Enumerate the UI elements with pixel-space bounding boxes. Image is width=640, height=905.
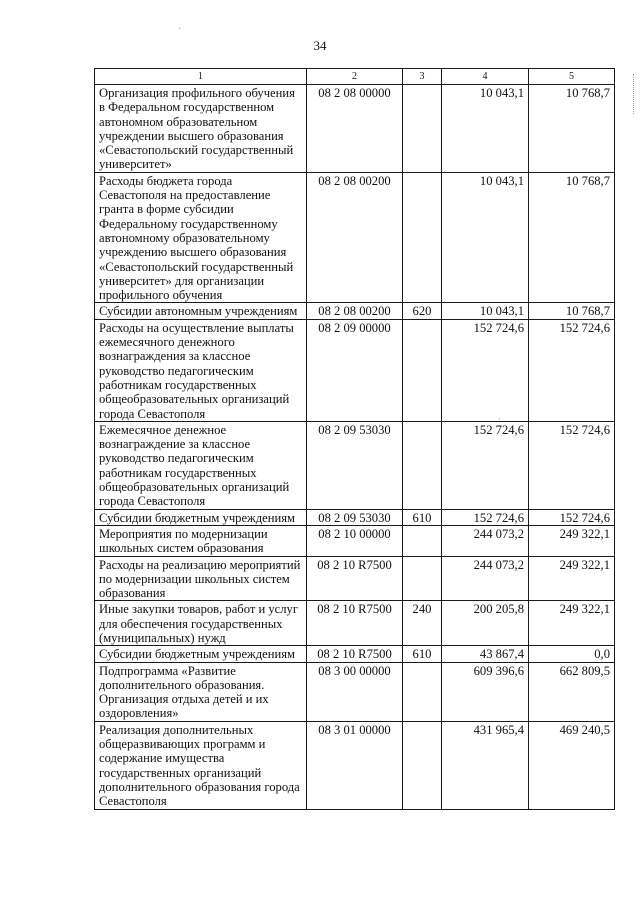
page-number: 34 xyxy=(313,38,327,53)
table-row xyxy=(95,421,615,509)
amount-year-1: 244 073,2 xyxy=(442,525,529,556)
expense-type-code xyxy=(403,721,442,809)
table-row xyxy=(95,646,615,662)
expense-name: Реализация дополнительных общеразвивающих программ и содержание имущества государственных организаций дополнительного образования города Севастополя xyxy=(95,721,307,809)
amount-year-1: 152 724,6 xyxy=(442,421,529,509)
expense-name: Расходы бюджета города Севастополя на предоставление гранта в форме субсидии Федеральному государственному автономному образовательному учреждению высшего образования «Севастопольский государственный университет» для организации профильного обучения xyxy=(95,172,307,303)
amount-year-2: 249 322,1 xyxy=(529,556,615,601)
expense-name: Подпрограмма «Развитие дополнительного образования. Организация отдыха детей и их оздоровления» xyxy=(95,662,307,721)
target-code: 08 2 08 00000 xyxy=(307,85,403,173)
amount-year-2: 0,0 xyxy=(529,646,615,662)
expense-type-code: 610 xyxy=(403,646,442,662)
amount-year-1: 609 396,6 xyxy=(442,662,529,721)
amount-year-2: 662 809,5 xyxy=(529,662,615,721)
target-code: 08 3 01 00000 xyxy=(307,721,403,809)
expense-type-code: 610 xyxy=(403,509,442,525)
scan-mark: · xyxy=(498,414,501,424)
amount-year-1: 152 724,6 xyxy=(442,509,529,525)
target-code: 08 2 10 R7500 xyxy=(307,601,403,646)
target-code: 08 2 08 00200 xyxy=(307,172,403,303)
expense-type-code xyxy=(403,85,442,173)
expense-name: Расходы на реализацию мероприятий по модернизации школьных систем образования xyxy=(95,556,307,601)
target-code: 08 3 00 00000 xyxy=(307,662,403,721)
table-row xyxy=(95,303,615,319)
amount-year-1: 43 867,4 xyxy=(442,646,529,662)
amount-year-2: 10 768,7 xyxy=(529,303,615,319)
table-row xyxy=(95,319,615,421)
table-body xyxy=(95,85,615,810)
amount-year-1: 10 043,1 xyxy=(442,172,529,303)
column-header: 1 xyxy=(95,69,307,85)
expense-type-code xyxy=(403,525,442,556)
amount-year-2: 249 322,1 xyxy=(529,601,615,646)
expense-type-code xyxy=(403,556,442,601)
table-row xyxy=(95,556,615,601)
table-row xyxy=(95,85,615,173)
column-header: 3 xyxy=(403,69,442,85)
table-row xyxy=(95,721,615,809)
target-code: 08 2 08 00200 xyxy=(307,303,403,319)
table-row xyxy=(95,601,615,646)
amount-year-2: 469 240,5 xyxy=(529,721,615,809)
amount-year-1: 152 724,6 xyxy=(442,319,529,421)
expense-name: Расходы на осуществление выплаты ежемесячного денежного вознаграждения за классное руководство педагогическим работникам государственных общеобразовательных организаций города Севастополя xyxy=(95,319,307,421)
expense-type-code: 240 xyxy=(403,601,442,646)
scan-margin-mark xyxy=(632,74,634,114)
target-code: 08 2 10 R7500 xyxy=(307,556,403,601)
amount-year-2: 249 322,1 xyxy=(529,525,615,556)
amount-year-1: 244 073,2 xyxy=(442,556,529,601)
amount-year-2: 152 724,6 xyxy=(529,319,615,421)
expense-name: Мероприятия по модернизации школьных систем образования xyxy=(95,525,307,556)
expense-name: Субсидии бюджетным учреждениям xyxy=(95,509,307,525)
amount-year-1: 10 043,1 xyxy=(442,303,529,319)
scan-mark: · xyxy=(178,24,182,35)
amount-year-2: 152 724,6 xyxy=(529,509,615,525)
table-row xyxy=(95,509,615,525)
table-row xyxy=(95,172,615,303)
amount-year-2: 10 768,7 xyxy=(529,85,615,173)
amount-year-2: 10 768,7 xyxy=(529,172,615,303)
expense-name: Организация профильного обучения в Федеральном государственном автономном образовательном учреждении высшего образования «Севастопольский государственный университет» xyxy=(95,85,307,173)
table-row xyxy=(95,525,615,556)
expense-name: Субсидии бюджетным учреждениям xyxy=(95,646,307,662)
expense-type-code xyxy=(403,662,442,721)
target-code: 08 2 10 00000 xyxy=(307,525,403,556)
column-header: 2 xyxy=(307,69,403,85)
table-header-row xyxy=(95,69,615,85)
expense-name: Иные закупки товаров, работ и услуг для обеспечения государственных (муниципальных) нужд xyxy=(95,601,307,646)
amount-year-1: 200 205,8 xyxy=(442,601,529,646)
expense-name: Ежемесячное денежное вознаграждение за классное руководство педагогическим работникам государственных общеобразовательных организаций города Севастополя xyxy=(95,421,307,509)
table-row xyxy=(95,662,615,721)
target-code: 08 2 09 00000 xyxy=(307,319,403,421)
amount-year-1: 431 965,4 xyxy=(442,721,529,809)
amount-year-2: 152 724,6 xyxy=(529,421,615,509)
amount-year-1: 10 043,1 xyxy=(442,85,529,173)
expense-name: Субсидии автономным учреждениям xyxy=(95,303,307,319)
column-header: 4 xyxy=(442,69,529,85)
expense-type-code: 620 xyxy=(403,303,442,319)
budget-table xyxy=(94,68,615,810)
target-code: 08 2 09 53030 xyxy=(307,421,403,509)
column-header: 5 xyxy=(529,69,615,85)
expense-type-code xyxy=(403,172,442,303)
expense-type-code xyxy=(403,421,442,509)
target-code: 08 2 10 R7500 xyxy=(307,646,403,662)
target-code: 08 2 09 53030 xyxy=(307,509,403,525)
expense-type-code xyxy=(403,319,442,421)
